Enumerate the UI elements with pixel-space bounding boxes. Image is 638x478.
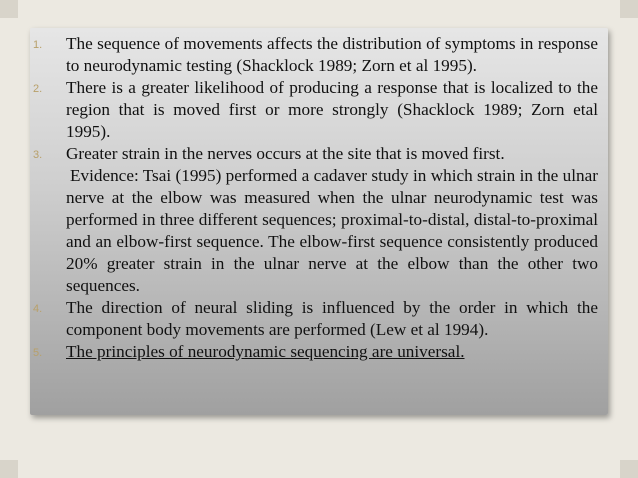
corner-decoration	[620, 0, 638, 18]
list-number: 4.	[33, 303, 43, 315]
corner-decoration	[0, 460, 18, 478]
list-text: The principles of neurodynamic sequencing are universal.	[66, 342, 465, 361]
list-text: The sequence of movements affects the distribution of symptoms in response to neurodynamic testing (Shacklock 1989; Zorn et al 1995).	[66, 34, 598, 75]
slide-content	[30, 33, 600, 363]
list-number: 1.	[33, 39, 43, 51]
list-text: Greater strain in the nerves occurs at the site that is moved first.	[66, 144, 505, 163]
list-item-5	[30, 341, 600, 363]
list-item-2	[30, 77, 600, 143]
list-text: There is a greater likelihood of producing a response that is localized to the region that is moved first or more strongly (Shacklock 1989; Zorn etal 1995).	[66, 78, 598, 141]
list-number: 2.	[33, 83, 43, 95]
evidence-paragraph: Evidence: Tsai (1995) performed a cadaver study in which strain in the ulnar nerve at the elbow was measured when the ulnar neurodynamic test was performed in three different sequences; proximal-to-distal, distal-to-proximal and an elbow-first sequence. The elbow-first sequence consistently produced 20% greater strain in the ulnar nerve at the elbow than the other two sequences.	[66, 166, 598, 295]
list-number: 5.	[33, 347, 43, 359]
list-item-4	[30, 297, 600, 341]
corner-decoration	[620, 460, 638, 478]
list-item-1	[30, 33, 600, 77]
list-number: 3.	[33, 149, 43, 161]
list-item-3	[30, 143, 600, 165]
list-text: The direction of neural sliding is influenced by the order in which the component body movements are performed (Lew et al 1994).	[66, 298, 598, 339]
corner-decoration	[0, 0, 18, 18]
